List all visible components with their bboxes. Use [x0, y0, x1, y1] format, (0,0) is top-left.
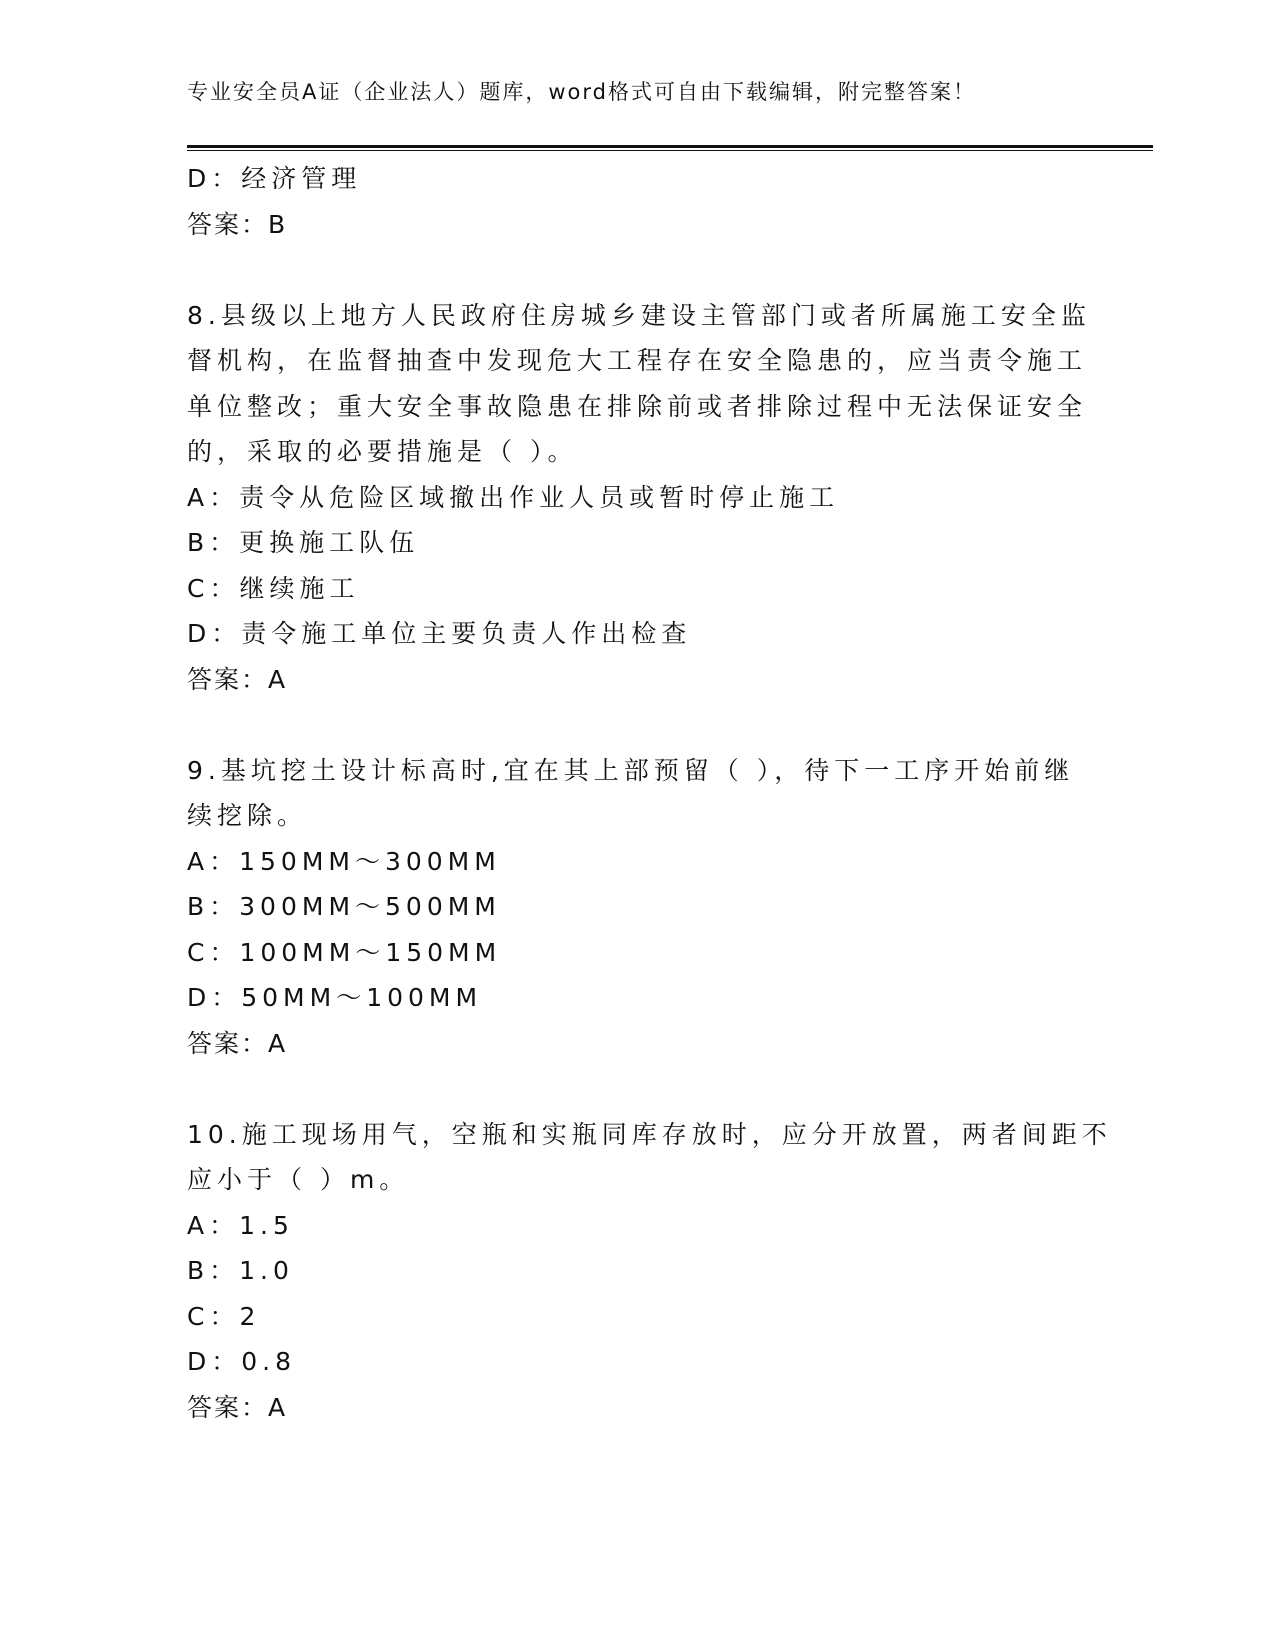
option-c: C：100MM～150MM	[187, 937, 502, 967]
option-d: D：50MM～100MM	[187, 983, 483, 1012]
option-a: A：1.5	[187, 1210, 294, 1240]
question-text-line: 督机构，在监督抽查中发现危大工程存在安全隐患的，应当责令施工	[187, 346, 1088, 375]
question-text-line: 续挖除。	[187, 801, 308, 830]
answer-value: A	[268, 1392, 288, 1422]
question-10	[187, 1112, 1112, 1431]
answer-label: 答案：	[187, 664, 269, 694]
header-rule-thick	[187, 145, 1153, 148]
answer-value: B	[268, 209, 288, 239]
question-text-line: 单位整改；重大安全事故隐患在排除前或者排除过程中无法保证安全	[187, 391, 1088, 421]
option-a: A：责令从危险区域撤出作业人员或暂时停止施工	[187, 482, 840, 512]
question-text-line: 应小于（ ）m。	[187, 1165, 410, 1194]
answer-label: 答案：	[187, 1392, 269, 1422]
question-text-line: 的，采取的必要措施是（ ）。	[187, 437, 578, 466]
question-text-line: 9.基坑挖土设计标高时,宜在其上部预留（ ），待下一工序开始前继	[187, 755, 1075, 785]
header-rule-thin	[187, 150, 1153, 151]
option-b: B：更换施工队伍	[187, 528, 420, 557]
option-b: B：300MM～500MM	[187, 892, 501, 921]
option-b: B：1.0	[187, 1256, 294, 1285]
option-c: C：2	[187, 1301, 261, 1331]
answer-value: A	[268, 1028, 288, 1058]
answer-label: 答案：	[187, 1028, 269, 1058]
option-d: D：责令施工单位主要负责人作出检查	[187, 619, 692, 648]
answer-line	[187, 202, 1087, 248]
question-8	[187, 293, 1091, 703]
option-c: C：继续施工	[187, 573, 360, 603]
question-9	[187, 748, 1087, 1067]
option-d: D：经济管理	[187, 164, 362, 193]
question-text-line: 10.施工现场用气，空瓶和实瓶同库存放时，应分开放置，两者间距不	[187, 1119, 1112, 1149]
answer-value: A	[268, 664, 288, 694]
answer-line	[187, 1021, 1087, 1067]
answer-line	[187, 657, 1087, 703]
document-body	[187, 156, 1112, 1430]
page-header: 专业安全员A证（企业法人）题库，word格式可自由下载编辑，附完整答案！	[187, 80, 976, 104]
answer-label: 答案：	[187, 209, 269, 239]
option-d: D：0.8	[187, 1347, 297, 1376]
question-text-line: 8.县级以上地方人民政府住房城乡建设主管部门或者所属施工安全监	[187, 300, 1091, 330]
option-a: A：150MM～300MM	[187, 846, 501, 876]
answer-line	[187, 1385, 1087, 1431]
